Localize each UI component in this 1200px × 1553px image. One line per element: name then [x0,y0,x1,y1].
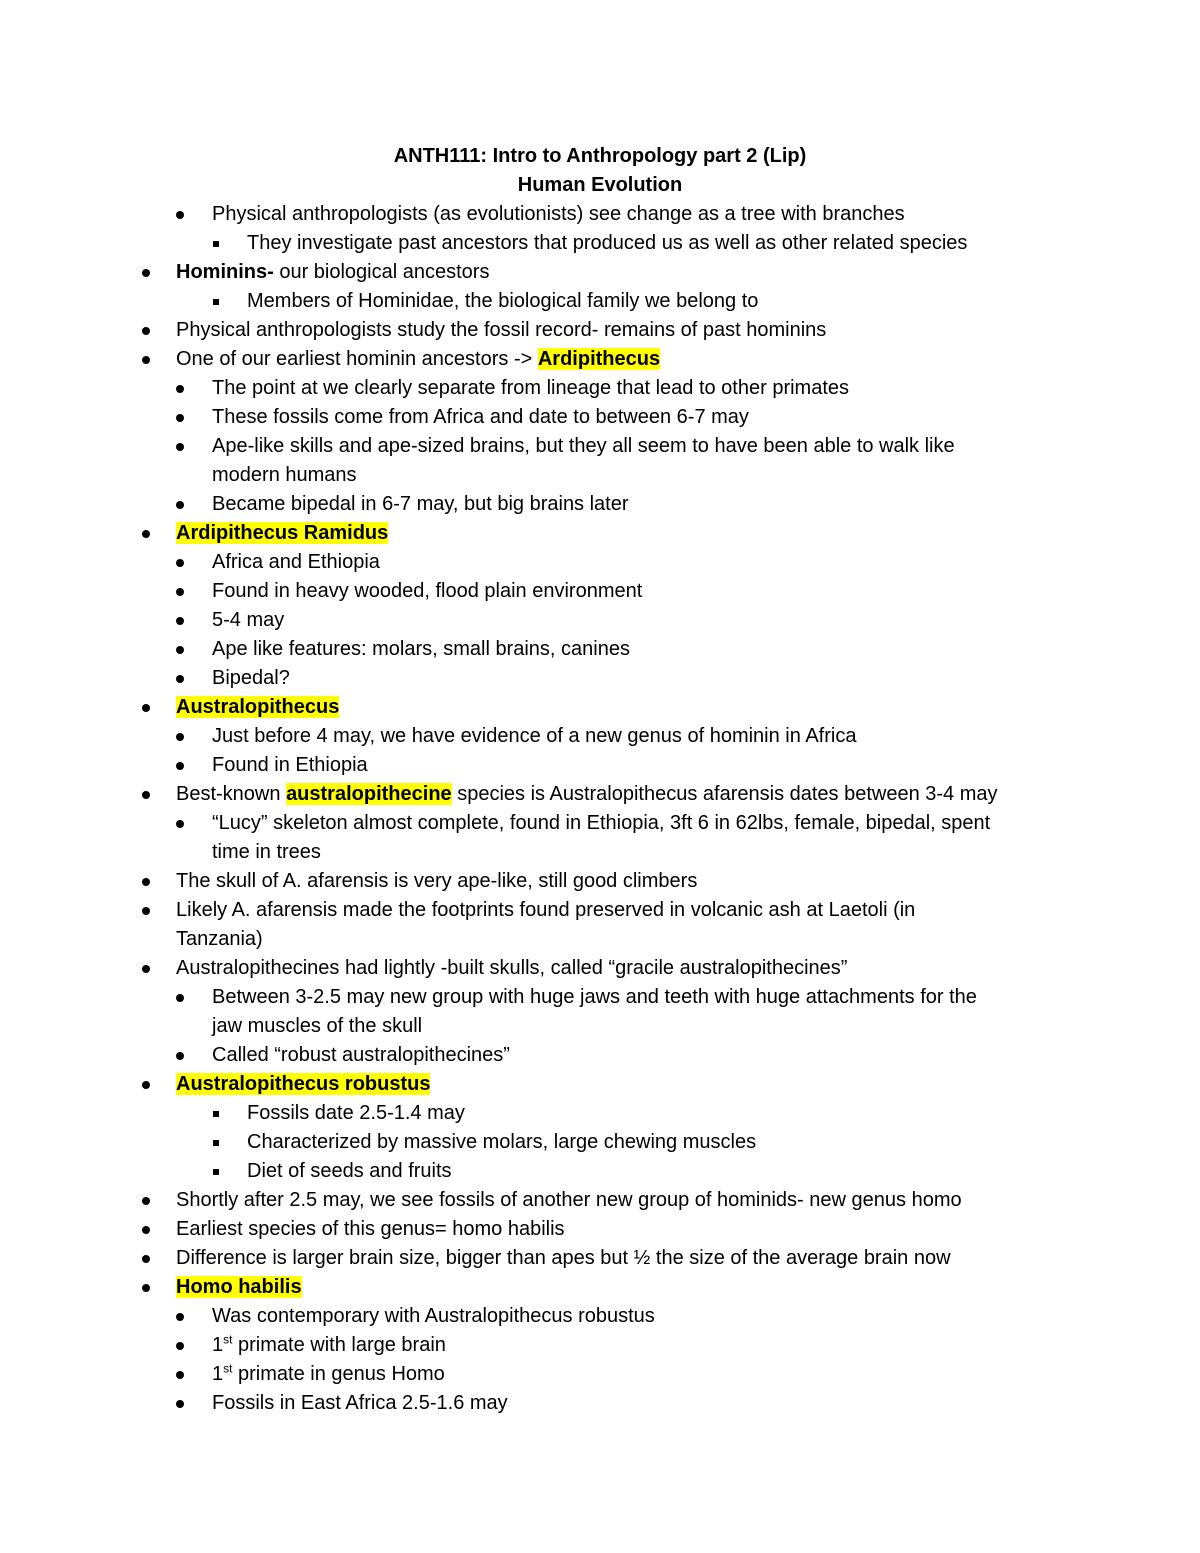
item-text: Ape like features: molars, small brains, canines [212,638,630,660]
item-text-line: modern humans [212,464,357,486]
item-text-line: time in trees [212,841,321,863]
item-text: Fossils date 2.5-1.4 may [247,1102,465,1124]
list-item [0,258,1200,287]
item-text: Found in heavy wooded, flood plain environment [212,580,643,602]
highlighted-term: australopithecine [286,783,452,805]
list-item [0,635,1200,664]
item-text: primate with large brain [232,1334,446,1356]
item-number: 1 [212,1334,224,1356]
dot-bullet-icon [140,316,156,345]
dot-bullet-icon [140,780,156,809]
list-item [0,896,1200,954]
list-item [0,345,1200,374]
item-text: Africa and Ethiopia [212,551,380,573]
item-text-line: Likely A. afarensis made the footprints found preserved in volcanic ash at Laetoli (in [176,899,916,921]
item-text: The point at we clearly separate from lineage that lead to other primates [212,377,850,399]
list-item [0,1157,1200,1186]
dot-bullet-icon [140,954,156,983]
item-text: Australopithecines had lightly -built skulls, called “gracile australopithecines” [176,957,848,979]
dot-bullet-icon [140,693,156,722]
dot-bullet-icon [174,432,190,461]
list-item [0,693,1200,722]
dot-bullet-icon [140,345,156,374]
item-text: Called “robust australopithecines” [212,1044,510,1066]
item-term: Hominins- [176,261,274,283]
list-item [0,664,1200,693]
dot-bullet-icon [174,1302,190,1331]
dot-bullet-icon [174,1041,190,1070]
item-ordinal-suffix: st [223,1361,233,1376]
dot-bullet-icon [174,548,190,577]
item-text-line: jaw muscles of the skull [212,1015,423,1037]
list-item [0,1244,1200,1273]
dot-bullet-icon [174,751,190,780]
dot-bullet-icon [174,664,190,693]
list-item [0,867,1200,896]
list-item [0,751,1200,780]
dot-bullet-icon [174,200,190,229]
dot-bullet-icon [174,635,190,664]
item-text-line: Ape-like skills and ape-sized brains, but they all seem to have been able to walk like [212,435,955,457]
item-text: Members of Hominidae, the biological family we belong to [247,290,759,312]
item-ordinal-suffix: st [223,1332,233,1347]
item-text: Just before 4 may, we have evidence of a new genus of hominin in Africa [212,725,857,747]
square-bullet-icon [210,287,226,316]
dot-bullet-icon [174,809,190,838]
item-text: our biological ancestors [273,261,490,283]
list-item [0,1099,1200,1128]
item-text: Physical anthropologists (as evolutionists) see change as a tree with branches [212,203,905,225]
item-text: Fossils in East Africa 2.5-1.6 may [212,1392,508,1414]
dot-bullet-icon [174,374,190,403]
dot-bullet-icon [174,1389,190,1418]
list-item [0,374,1200,403]
dot-bullet-icon [140,867,156,896]
item-text-line: Between 3-2.5 may new group with huge jaws and teeth with huge attachments for the [212,986,977,1008]
list-item [0,954,1200,983]
dot-bullet-icon [174,403,190,432]
list-item [0,548,1200,577]
item-text: Physical anthropologists study the fossil record- remains of past hominins [176,319,827,341]
list-item [0,403,1200,432]
item-text: One of our earliest hominin ancestors -> [176,348,538,370]
list-item [0,1389,1200,1418]
item-text-line: “Lucy” skeleton almost complete, found in Ethiopia, 3ft 6 in 62lbs, female, bipedal, spent [212,812,991,834]
list-item [0,1302,1200,1331]
item-text: Difference is larger brain size, bigger than apes but ½ the size of the average brain now [176,1247,951,1269]
item-text: Bipedal? [212,667,290,689]
document-subtitle: Human Evolution [517,174,683,196]
highlighted-term: Ardipithecus [537,348,661,370]
list-item [0,1215,1200,1244]
dot-bullet-icon [174,1360,190,1389]
item-text: primate in genus Homo [232,1363,445,1385]
dot-bullet-icon [174,606,190,635]
list-item [0,1331,1200,1360]
highlighted-term: Ardipithecus Ramidus [176,522,389,544]
item-text: Characterized by massive molars, large chewing muscles [247,1131,757,1153]
list-item [0,1070,1200,1099]
dot-bullet-icon [140,1244,156,1273]
square-bullet-icon [210,1128,226,1157]
list-item [0,983,1200,1041]
list-item [0,606,1200,635]
square-bullet-icon [210,1099,226,1128]
dot-bullet-icon [174,1331,190,1360]
list-item [0,432,1200,490]
list-item [0,1360,1200,1389]
item-text: Best-known [176,783,287,805]
list-item [0,519,1200,548]
list-item [0,722,1200,751]
list-item [0,200,1200,229]
highlighted-term: Homo habilis [176,1276,302,1298]
dot-bullet-icon [174,577,190,606]
dot-bullet-icon [140,519,156,548]
list-item [0,577,1200,606]
list-item [0,287,1200,316]
dot-bullet-icon [174,983,190,1012]
list-item [0,490,1200,519]
item-text: species is Australopithecus afarensis dates between 3-4 may [451,783,998,805]
list-item [0,316,1200,345]
dot-bullet-icon [140,1186,156,1215]
item-text: Found in Ethiopia [212,754,368,776]
item-text: Diet of seeds and fruits [247,1160,452,1182]
dot-bullet-icon [140,1070,156,1099]
highlighted-term: Australopithecus robustus [176,1073,431,1095]
list-item [0,809,1200,867]
item-text: The skull of A. afarensis is very ape-like, still good climbers [176,870,698,892]
notes-list [0,200,1200,1418]
dot-bullet-icon [140,896,156,925]
dot-bullet-icon [140,1215,156,1244]
list-item [0,1186,1200,1215]
dot-bullet-icon [140,1273,156,1302]
square-bullet-icon [210,1157,226,1186]
square-bullet-icon [210,229,226,258]
item-text: Was contemporary with Australopithecus robustus [212,1305,655,1327]
item-text: 5-4 may [212,609,285,631]
dot-bullet-icon [140,258,156,287]
item-text: These fossils come from Africa and date to between 6-7 may [212,406,749,428]
dot-bullet-icon [174,490,190,519]
item-text: Earliest species of this genus= homo habilis [176,1218,565,1240]
list-item [0,1273,1200,1302]
item-text-line: Tanzania) [176,928,263,950]
item-number: 1 [212,1363,224,1385]
item-text: Became bipedal in 6-7 may, but big brains later [212,493,629,515]
list-item [0,780,1200,809]
document-title: ANTH111: Intro to Anthropology part 2 (Lip) [393,145,807,167]
item-text: Shortly after 2.5 may, we see fossils of another new group of hominids- new genus homo [176,1189,962,1211]
dot-bullet-icon [174,722,190,751]
list-item [0,1128,1200,1157]
list-item [0,1041,1200,1070]
item-text: They investigate past ancestors that produced us as well as other related species [247,232,968,254]
document-page [0,142,1200,1418]
list-item [0,229,1200,258]
highlighted-term: Australopithecus [176,696,340,718]
